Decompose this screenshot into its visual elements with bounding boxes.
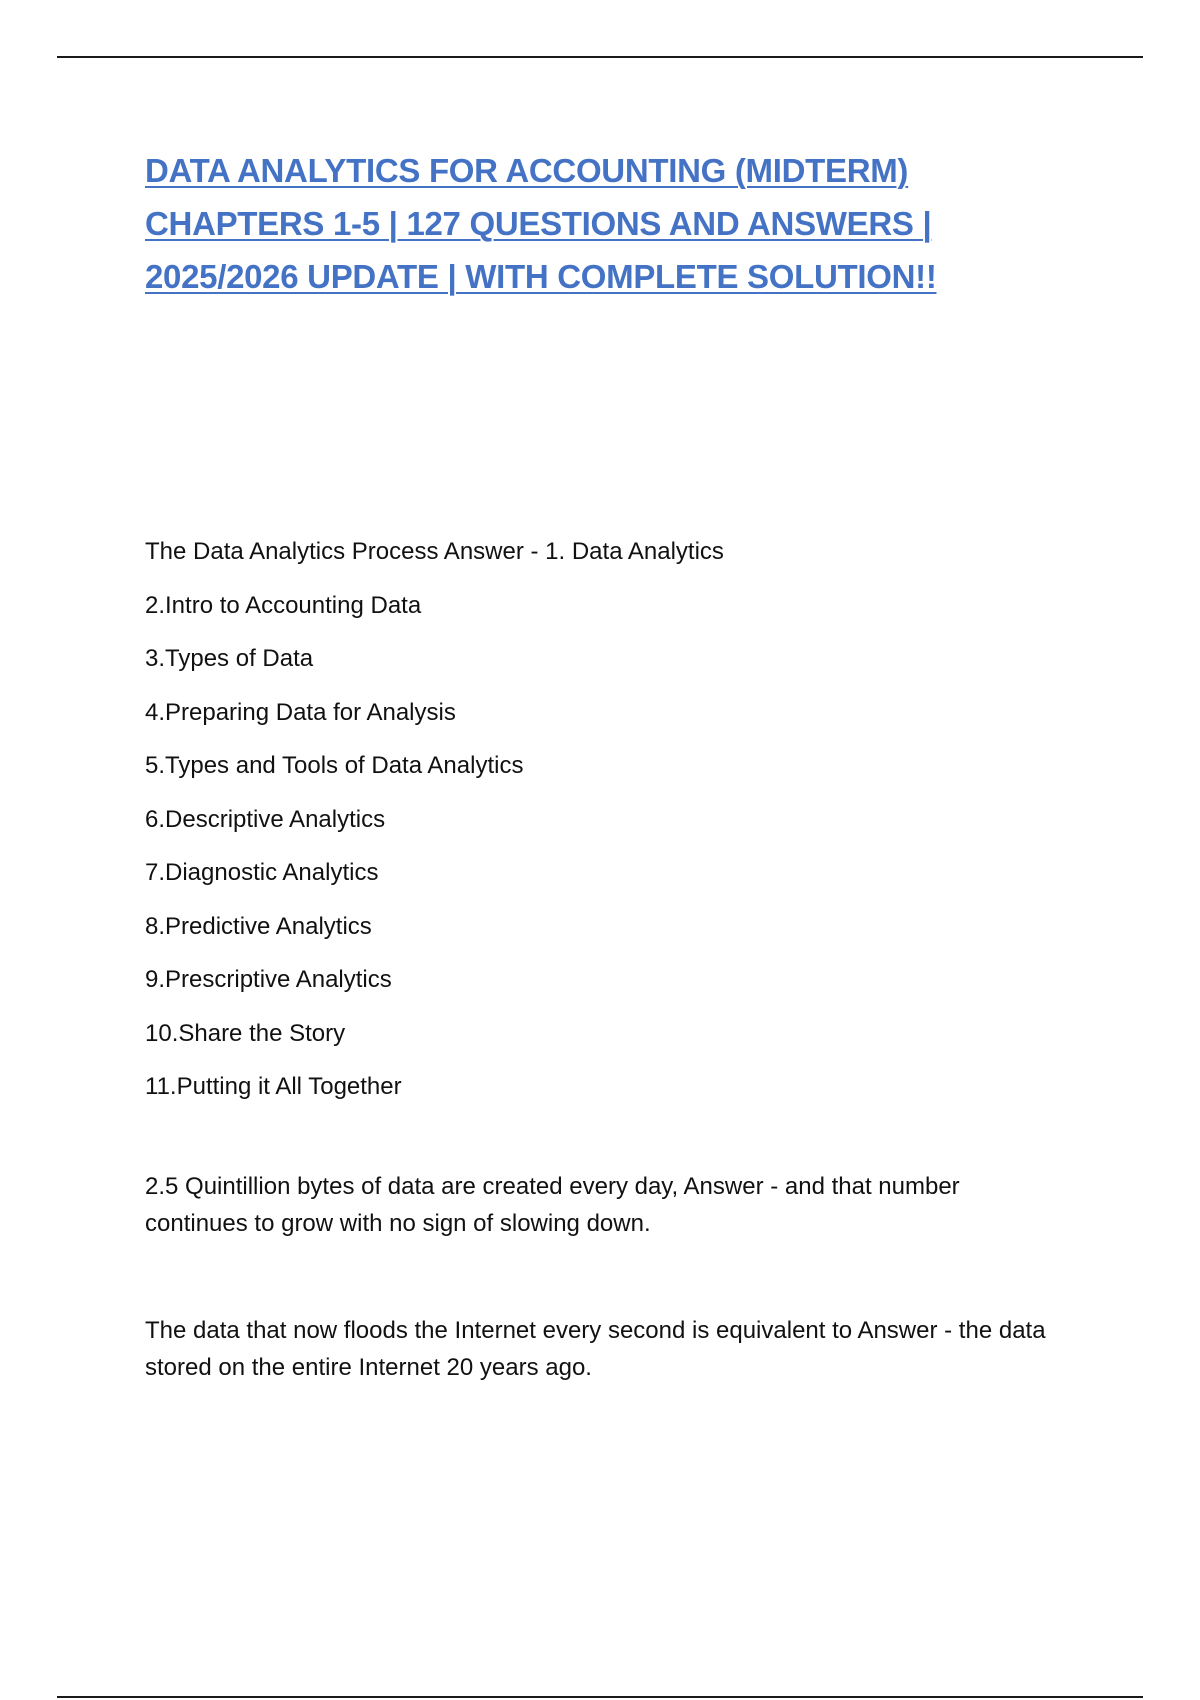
document-body xyxy=(145,532,1065,1410)
list-item: 7.Diagnostic Analytics xyxy=(145,859,379,886)
list-item: 9.Prescriptive Analytics xyxy=(145,966,392,993)
list-item: 10.Share the Story xyxy=(145,1019,346,1047)
title-line: 2025/2026 UPDATE | WITH COMPLETE SOLUTION!! xyxy=(145,258,937,295)
bottom-rule xyxy=(57,1696,1143,1698)
document-title xyxy=(145,144,1105,303)
list-item: 8.Predictive Analytics xyxy=(145,912,372,940)
title-line: CHAPTERS 1-5 | 127 QUESTIONS AND ANSWERS | xyxy=(145,205,932,242)
list-item: 6.Descriptive Analytics xyxy=(145,805,386,833)
paragraph: 2.5 Quintillion bytes of data are created every day, Answer - and that number continues to grow with no sign of slowing down. xyxy=(145,1172,960,1237)
list-item: 5.Types and Tools of Data Analytics xyxy=(145,752,524,779)
list-item: 4.Preparing Data for Analysis xyxy=(145,698,456,726)
list-item: 3.Types of Data xyxy=(145,645,314,672)
list-item: 2.Intro to Accounting Data xyxy=(145,591,422,619)
list-item: 11.Putting it All Together xyxy=(145,1073,402,1100)
paragraph: The data that now floods the Internet every second is equivalent to Answer - the data stored on the entire Internet 20 years ago. xyxy=(145,1316,1046,1381)
top-rule xyxy=(57,56,1143,58)
title-line: DATA ANALYTICS FOR ACCOUNTING (MIDTERM) xyxy=(145,152,909,189)
list-item: The Data Analytics Process Answer - 1. Data Analytics xyxy=(145,538,724,565)
